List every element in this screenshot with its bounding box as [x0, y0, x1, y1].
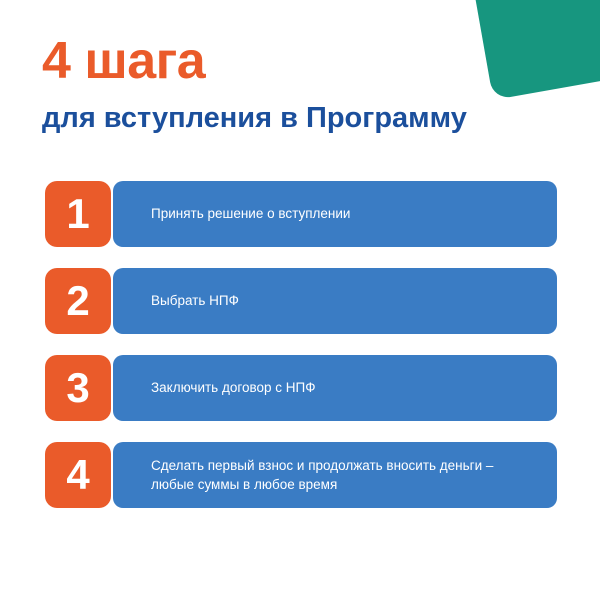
heading-primary: 4 шага: [42, 32, 206, 90]
step-item: [0, 181, 600, 247]
step-label: Сделать первый взнос и продолжать вносить деньги – любые суммы в любое время: [151, 457, 494, 492]
step-bar: [113, 181, 557, 247]
step-item: [0, 355, 600, 421]
step-number-badge: 2: [45, 268, 111, 334]
step-number-badge: 3: [45, 355, 111, 421]
steps-list: [0, 181, 600, 529]
step-item: [0, 268, 600, 334]
heading-secondary: для вступления в Программу: [42, 101, 467, 134]
page-title: [42, 34, 562, 135]
step-bar: [113, 268, 557, 334]
step-number-badge: 4: [45, 442, 111, 508]
step-number-badge: 1: [45, 181, 111, 247]
step-item: [0, 442, 600, 508]
step-label: Заключить договор с НПФ: [151, 380, 316, 396]
step-label: Выбрать НПФ: [151, 293, 239, 309]
step-bar: [113, 355, 557, 421]
step-label: Принять решение о вступлении: [151, 206, 351, 222]
step-bar: [113, 442, 557, 508]
